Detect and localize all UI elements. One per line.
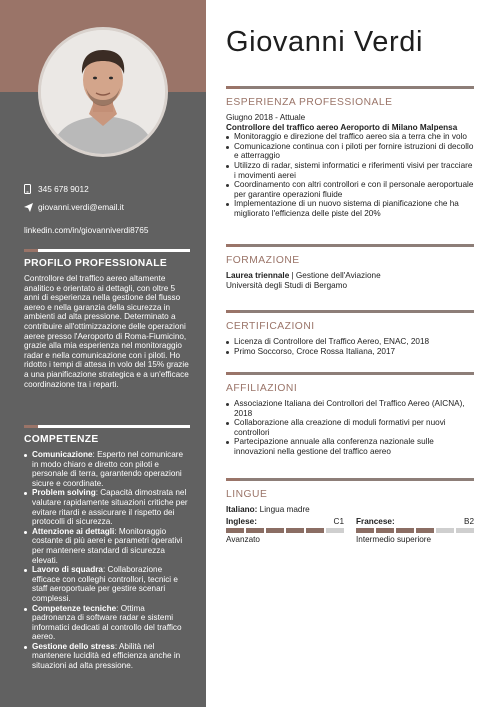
contact-email[interactable] [24,198,196,216]
language-item [226,517,344,545]
experience-period: Giugno 2018 - Attuale [226,113,306,122]
list-item: Monitoraggio e direzione del traffico aereo sia a terra che in volo [226,132,474,142]
language-level-bar [226,528,344,533]
education-degree-line [226,271,474,281]
level-segment-empty [436,528,454,533]
language-levels [226,517,474,545]
section-divider [226,244,474,247]
sidebar [0,0,206,707]
linkedin-link[interactable]: linkedin.com/in/giovanniverdi8765 [24,225,149,235]
languages-section [226,478,474,544]
level-segment-filled [286,528,304,533]
level-segment-filled [306,528,324,533]
email-text[interactable]: giovanni.verdi@email.it [38,202,124,212]
education-school: Università degli Studi di Bergamo [226,280,348,290]
contact-block [24,180,196,235]
level-segment-filled [246,528,264,533]
profile-title: PROFILO PROFESSIONALE [24,258,168,269]
certifications-section [226,310,474,356]
phone-text: 345 678 9012 [38,184,89,194]
languages-title: LINGUE [226,489,268,500]
list-item: Comunicazione: Esperto nel comunicare in modo chiaro e diretto con piloti e personale di terra, garantendo operazioni sicure e coordinate. [24,450,190,488]
affiliations-section [226,372,474,457]
list-item: Associazione Italiana dei Controllori del Traffico Aereo (AICNA), 2018 [226,399,474,418]
list-item: Utilizzo di radar, sistemi informatici e riferimenti visivi per tracciare i movimenti aerei [226,161,474,180]
language-level-bar [356,528,474,533]
native-language-label: Italiano: [226,505,258,514]
skills-list [24,450,190,671]
education-title: FORMAZIONE [226,255,300,266]
native-language-value: Lingua madre [257,505,310,514]
list-item: Comunicazione continua con i piloti per fornire istruzioni di decollo e atterraggio [226,142,474,161]
profile-section [24,249,190,389]
level-segment-filled [356,528,374,533]
experience-section [226,86,474,219]
section-divider [24,425,190,428]
level-segment-empty [456,528,474,533]
level-segment-empty [326,528,344,533]
phone-icon [24,184,38,194]
certifications-title: CERTIFICAZIONI [226,321,315,332]
language-desc: Intermedio superiore [356,535,432,545]
list-item: Attenzione ai dettagli: Monitoraggio costante di più aerei e parametri operativi per mantenere standard di sicurezza elevati. [24,527,190,565]
list-item: Gestione dello stress: Abilità nel mantenere lucidità ed efficienza anche in situazioni ad alta pressione. [24,642,190,671]
list-item: Partecipazione annuale alla conferenza nazionale sulle innovazioni nella gestione del traffico aereo [226,437,474,456]
person-portrait-icon [41,30,165,154]
language-level: C1 [333,516,344,526]
level-segment-filled [376,528,394,533]
affiliations-list [226,399,474,457]
list-item: Implementazione di un nuovo sistema di pianificazione che ha migliorato l'efficienza delle piste del 20% [226,199,474,218]
language-desc: Avanzato [226,535,260,545]
list-item: Lavoro di squadra: Collaborazione efficace con colleghi controllori, tecnici e staff aeroportuale per gestire scenari complessi. [24,565,190,603]
education-field: | Gestione dell'Aviazione [289,271,381,280]
send-icon [24,203,38,212]
level-segment-filled [416,528,434,533]
level-segment-filled [266,528,284,533]
language-item [356,517,474,545]
section-divider [226,310,474,313]
section-divider [226,86,474,89]
certifications-list [226,337,474,356]
education-section [226,244,474,290]
experience-list [226,132,474,218]
profile-text: Controllore del traffico aereo altamente analitico e orientato ai dettagli, con oltre 5 anni di esperienza nella gestione del flusso aereo e nella garanzia della sicurezza in ambienti ad alta pressione. Determinato a contribuire all'ottimizzazione delle operazioni aeree presso l'Aeroporto di Roma-Fiumicino, grazie alla mia esperienza nel monitoraggio radar e nella comunicazione con i piloti. Ho ridotto i tempi di attesa in volo del 15% grazie a una pianificazione strategica e a un'efficace coordinazione tra i reparti. [24,274,189,389]
list-item: Collaborazione alla creazione di moduli formativi per nuovi controllori [226,418,474,437]
list-item: Primo Soccorso, Croce Rossa Italiana, 2017 [226,347,474,357]
list-item: Licenza di Controllore del Traffico Aereo, ENAC, 2018 [226,337,474,347]
list-item: Competenze tecniche: Ottima padronanza di software radar e sistemi informatici dedicati al controllo del traffico aereo. [24,604,190,642]
skills-section [24,425,190,671]
language-name: Inglese: [226,516,257,526]
contact-phone [24,180,196,198]
experience-title: ESPERIENZA PROFESSIONALE [226,97,393,108]
education-degree: Laurea triennale [226,271,290,280]
candidate-name: Giovanni Verdi [226,26,424,58]
list-item: Problem solving: Capacità dimostrata nel valutare rapidamente situazioni critiche per evitare ritardi e assicurare il rispetto dei protocolli di sicurezza. [24,488,190,526]
skills-title: COMPETENZE [24,434,99,445]
profile-photo [38,27,168,157]
section-divider [24,249,190,252]
level-segment-filled [226,528,244,533]
language-name: Francese: [356,516,395,526]
affiliations-title: AFFILIAZIONI [226,383,298,394]
language-level: B2 [463,516,474,526]
level-segment-filled [396,528,414,533]
experience-role: Controllore del traffico aereo Aeroporto di Milano Malpensa [226,122,458,132]
section-divider [226,372,474,375]
section-divider [226,478,474,481]
list-item: Coordinamento con altri controllori e con il personale aeroportuale per garantire operazioni fluide [226,180,474,199]
native-language [226,505,474,515]
